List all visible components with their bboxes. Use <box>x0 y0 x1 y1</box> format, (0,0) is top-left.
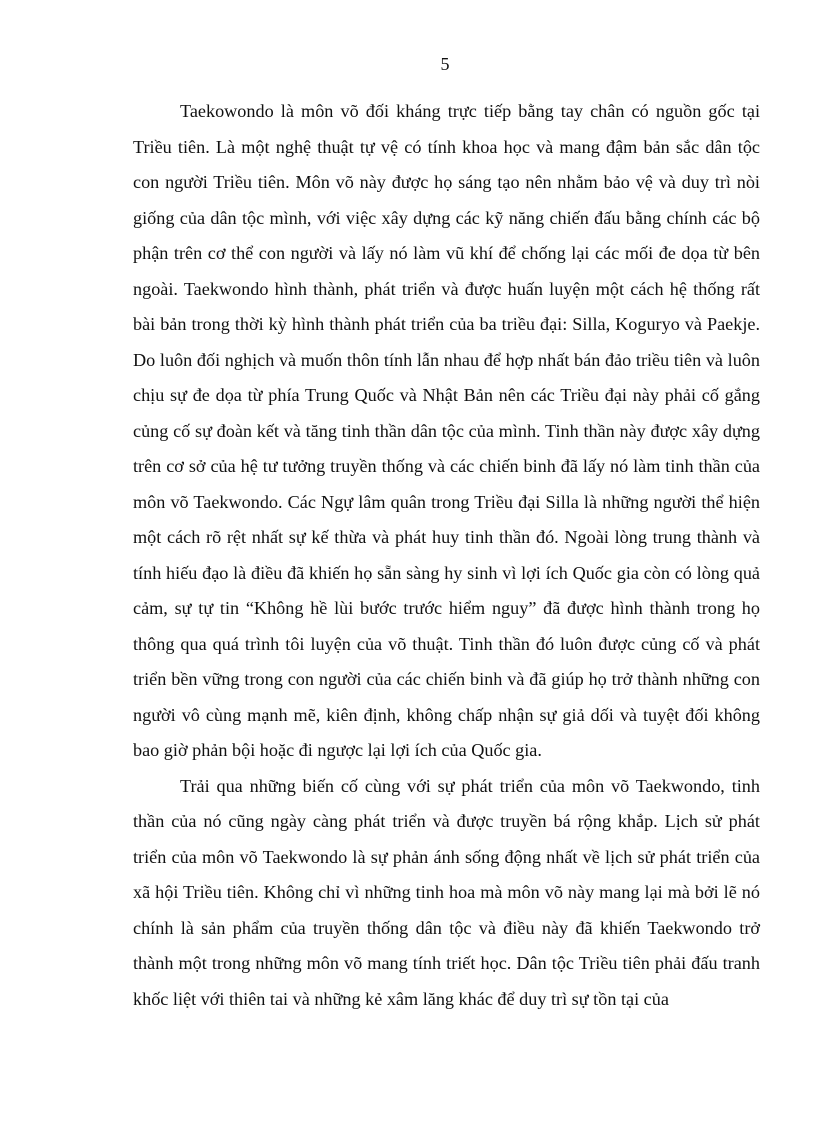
paragraph-origin-of-taekwondo: Taekowondo là môn võ đối kháng trực tiếp bằng tay chân có nguồn gốc tại Triều tiên. Là một nghệ thuật tự vệ có tính khoa học và mang đậm bản sắc dân tộc con người Triều tiên. Môn võ này được họ sáng tạo nên nhằm bảo vệ và duy trì nòi giống của dân tộc mình, với việc xây dựng các kỹ năng chiến đấu bằng chính các bộ phận trên cơ thể con người và lấy nó làm vũ khí để chống lại các mối đe dọa từ bên ngoài. Taekwondo hình thành, phát triển và được huấn luyện một cách hệ thống rất bài bản trong thời kỳ hình thành phát triển của ba triều đại: Silla, Koguryo và Paekje. Do luôn đối nghịch và muốn thôn tính lẫn nhau để hợp nhất bán đảo triều tiên và luôn chịu sự đe dọa từ phía Trung Quốc và Nhật Bản nên các Triều đại này phải cố gắng củng cố sự đoàn kết và tăng tinh thần dân tộc của mình. Tinh thần này được xây dựng trên cơ sở của hệ tư tưởng truyền thống và các chiến binh đã lấy nó làm tinh thần của môn võ Taekwondo. Các Ngự lâm quân trong Triều đại Silla là những người thể hiện một cách rõ rệt nhất sự kế thừa và phát huy tinh thần đó. Ngoài lòng trung thành và tính hiếu đạo là điều đã khiến họ sẵn sàng hy sinh vì lợi ích Quốc gia còn có lòng quả cảm, sự tự tin “Không hề lùi bước trước hiểm nguy” đã được hình thành trong họ thông qua quá trình tôi luyện của võ thuật. Tinh thần đó luôn được củng cố và phát triển bền vững trong con người của các chiến binh và đã giúp họ trở thành những con người vô cùng mạnh mẽ, kiên định, không chấp nhận sự giả dối và tuyệt đối không bao giờ phản bội hoặc đi ngược lại lợi ích của Quốc gia. <box>133 101 760 760</box>
body-text <box>133 94 760 1017</box>
page-number: 5 <box>440 54 450 74</box>
paragraph-development-of-taekwondo: Trải qua những biến cố cùng với sự phát triển của môn võ Taekwondo, tinh thần của nó cũng ngày càng phát triển và được truyền bá rộng khắp. Lịch sử phát triển của môn võ Taekwondo là sự phản ánh sống động nhất về lịch sử phát triển của xã hội Triều tiên. Không chỉ vì những tinh hoa mà môn võ này mang lại mà bởi lẽ nó chính là sản phẩm của truyền thống dân tộc và điều này đã khiến Taekwondo trở thành một trong những môn võ mang tính triết học. Dân tộc Triều tiên phải đấu tranh khốc liệt với thiên tai và những kẻ xâm lăng khác để duy trì sự tồn tại của <box>133 775 760 1009</box>
